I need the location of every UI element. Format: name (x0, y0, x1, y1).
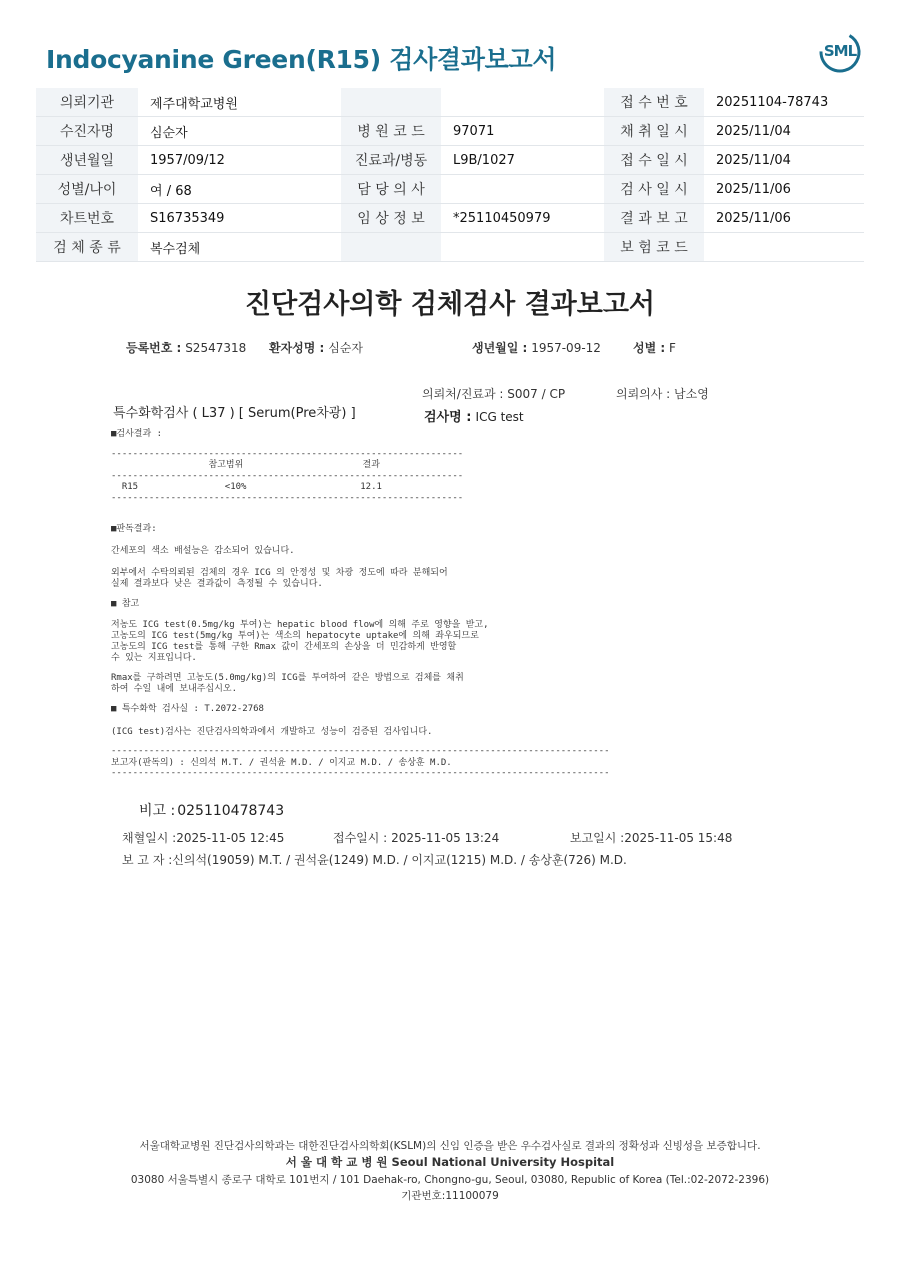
patient-name: 환자성명 : 심순자 (269, 341, 363, 355)
info-label: 검 사 일 시 (604, 175, 704, 204)
info-label: 차트번호 (36, 204, 138, 233)
registration-number: 등록번호 : S2547318 (126, 341, 247, 355)
info-row (36, 233, 864, 262)
lab-contact: ■ 특수화학 검사실 : T.2072-2768 (111, 704, 264, 714)
info-row (36, 204, 864, 233)
exam-title: 특수화학검사 ( L37 ) [ Serum(Pre차광) ] (113, 406, 356, 421)
note-row: 비고 : 025110478743 (139, 803, 285, 819)
info-label: 접 수 번 호 (604, 88, 704, 117)
info-value: 2025/11/04 (704, 146, 864, 175)
info-label: 접 수 일 시 (604, 146, 704, 175)
footer-institution-code: 기관번호:11100079 (401, 1190, 499, 1202)
info-value: L9B/1027 (441, 146, 604, 175)
sex: 성별 : F (633, 341, 676, 355)
info-label (341, 88, 441, 117)
report-heading: 진단검사의학 검체검사 결과보고서 (244, 289, 656, 320)
info-label: 수진자명 (36, 117, 138, 146)
result-header: ■검사결과 : (111, 429, 163, 439)
sml-logo (818, 30, 862, 74)
interpretation-text: 간세포의 색소 배설능은 감소되어 있습니다. (111, 546, 295, 556)
info-row (36, 146, 864, 175)
receipt-time: 접수일시 : 2025-11-05 13:24 (333, 831, 500, 845)
reference-header: ■ 참고 (111, 599, 140, 609)
info-label: 채 취 일 시 (604, 117, 704, 146)
info-label: 성별/나이 (36, 175, 138, 204)
info-value: 97071 (441, 117, 604, 146)
footer-hospital-name: 서 울 대 학 교 병 원 Seoul National University Hospital (285, 1155, 615, 1169)
info-value: S16735349 (138, 204, 341, 233)
info-row (36, 117, 864, 146)
interpretation-header: ■판독결과: (111, 524, 157, 534)
date-of-birth: 생년월일 : 1957-09-12 (472, 341, 601, 355)
rmax-note: Rmax를 구하려면 고농도(5.0mg/kg)의 ICG를 투여하여 같은 방법으로 검체를 채취 하여 수일 내에 보내주십시오. (111, 673, 464, 694)
development-note: (ICG test)검사는 진단검사의학과에서 개발하고 성능이 검증된 검사입니다. (111, 727, 433, 737)
info-label: 임 상 정 보 (341, 204, 441, 233)
footer-address: 03080 서울특별시 종로구 대학로 101번지 / 101 Daehak-ro, Chongno-gu, Seoul, 03080, Republic of Korea (Tel.:02-2072-2396) (130, 1174, 770, 1186)
collection-time: 채혈일시 :2025-11-05 12:45 (122, 831, 285, 845)
footer-certification: 서울대학교병원 진단검사의학과는 대한진단검사의학회(KSLM)의 신임 인증을 받은 우수검사실로 결과의 정확성과 신빙성을 보증합니다. (139, 1140, 761, 1152)
info-value: 복수검체 (138, 233, 341, 262)
info-label: 검 체 종 류 (36, 233, 138, 262)
info-label: 의뢰기관 (36, 88, 138, 117)
info-label (341, 233, 441, 262)
reporters-line: 보고자(판독의) : 신의석 M.T. / 권석윤 M.D. / 이지교 M.D. / 송상훈 M.D. (111, 758, 452, 768)
info-value (441, 175, 604, 204)
info-value: *25110450979 (441, 204, 604, 233)
info-value: 제주대학교병원 (138, 88, 341, 117)
info-value: 1957/09/12 (138, 146, 341, 175)
info-value: 심순자 (138, 117, 341, 146)
info-row (36, 88, 864, 117)
info-value (441, 233, 604, 262)
report-time: 보고일시 :2025-11-05 15:48 (570, 831, 733, 845)
logo-text: SML (823, 42, 857, 60)
info-value: 2025/11/04 (704, 117, 864, 146)
info-value (704, 233, 864, 262)
result-table: ----------------------------------------------------------------- 참고범위 결과 ----------------------------------------------------------------- R15 <10% 12.1 ----------------------------------------------------------------- (111, 449, 464, 503)
info-value (441, 88, 604, 117)
info-value: 2025/11/06 (704, 175, 864, 204)
info-label: 보 험 코 드 (604, 233, 704, 262)
info-value: 20251104-78743 (704, 88, 864, 117)
info-value: 여 / 68 (138, 175, 341, 204)
department-line: 의뢰처/진료과 : S007 / CP (422, 387, 566, 401)
info-label: 담 당 의 사 (341, 175, 441, 204)
reference-text: 저농도 ICG test(0.5mg/kg 투여)는 hepatic blood flow에 의해 주로 영향을 받고, 고농도의 ICG test(5mg/kg 투여)는 색소의 hepatocyte uptake에 의해 좌우되므로 고농도의 ICG test를 통해 구한 Rmax 값이 간세포의 손상을 더 민감하게 반영할 수 있는 지표입니다. (111, 620, 489, 663)
info-label: 병 원 코 드 (341, 117, 441, 146)
info-label: 진료과/병동 (341, 146, 441, 175)
exam-name: 검사명 : ICG test (424, 410, 524, 425)
report-title: Indocyanine Green(R15) 검사결과보고서 (46, 45, 557, 74)
separator-line-bottom: -------------------------------------------------------------------------------------------- (111, 768, 610, 778)
info-value: 2025/11/06 (704, 204, 864, 233)
reporter-line: 보 고 자 :신의석(19059) M.T. / 권석윤(1249) M.D. / 이지교(1215) M.D. / 송상훈(726) M.D. (122, 853, 627, 867)
info-label: 결 과 보 고 (604, 204, 704, 233)
info-row (36, 175, 864, 204)
requesting-doctor: 의뢰의사 : 남소영 (616, 387, 709, 401)
info-label: 생년월일 (36, 146, 138, 175)
separator-line: -------------------------------------------------------------------------------------------- (111, 746, 610, 756)
interpretation-note: 외부에서 수탁의뢰된 검체의 경우 ICG 의 안정성 및 차광 정도에 따라 분해되어 실제 결과보다 낮은 결과값이 측정될 수 있습니다. (111, 568, 448, 589)
patient-info-table (36, 88, 864, 262)
